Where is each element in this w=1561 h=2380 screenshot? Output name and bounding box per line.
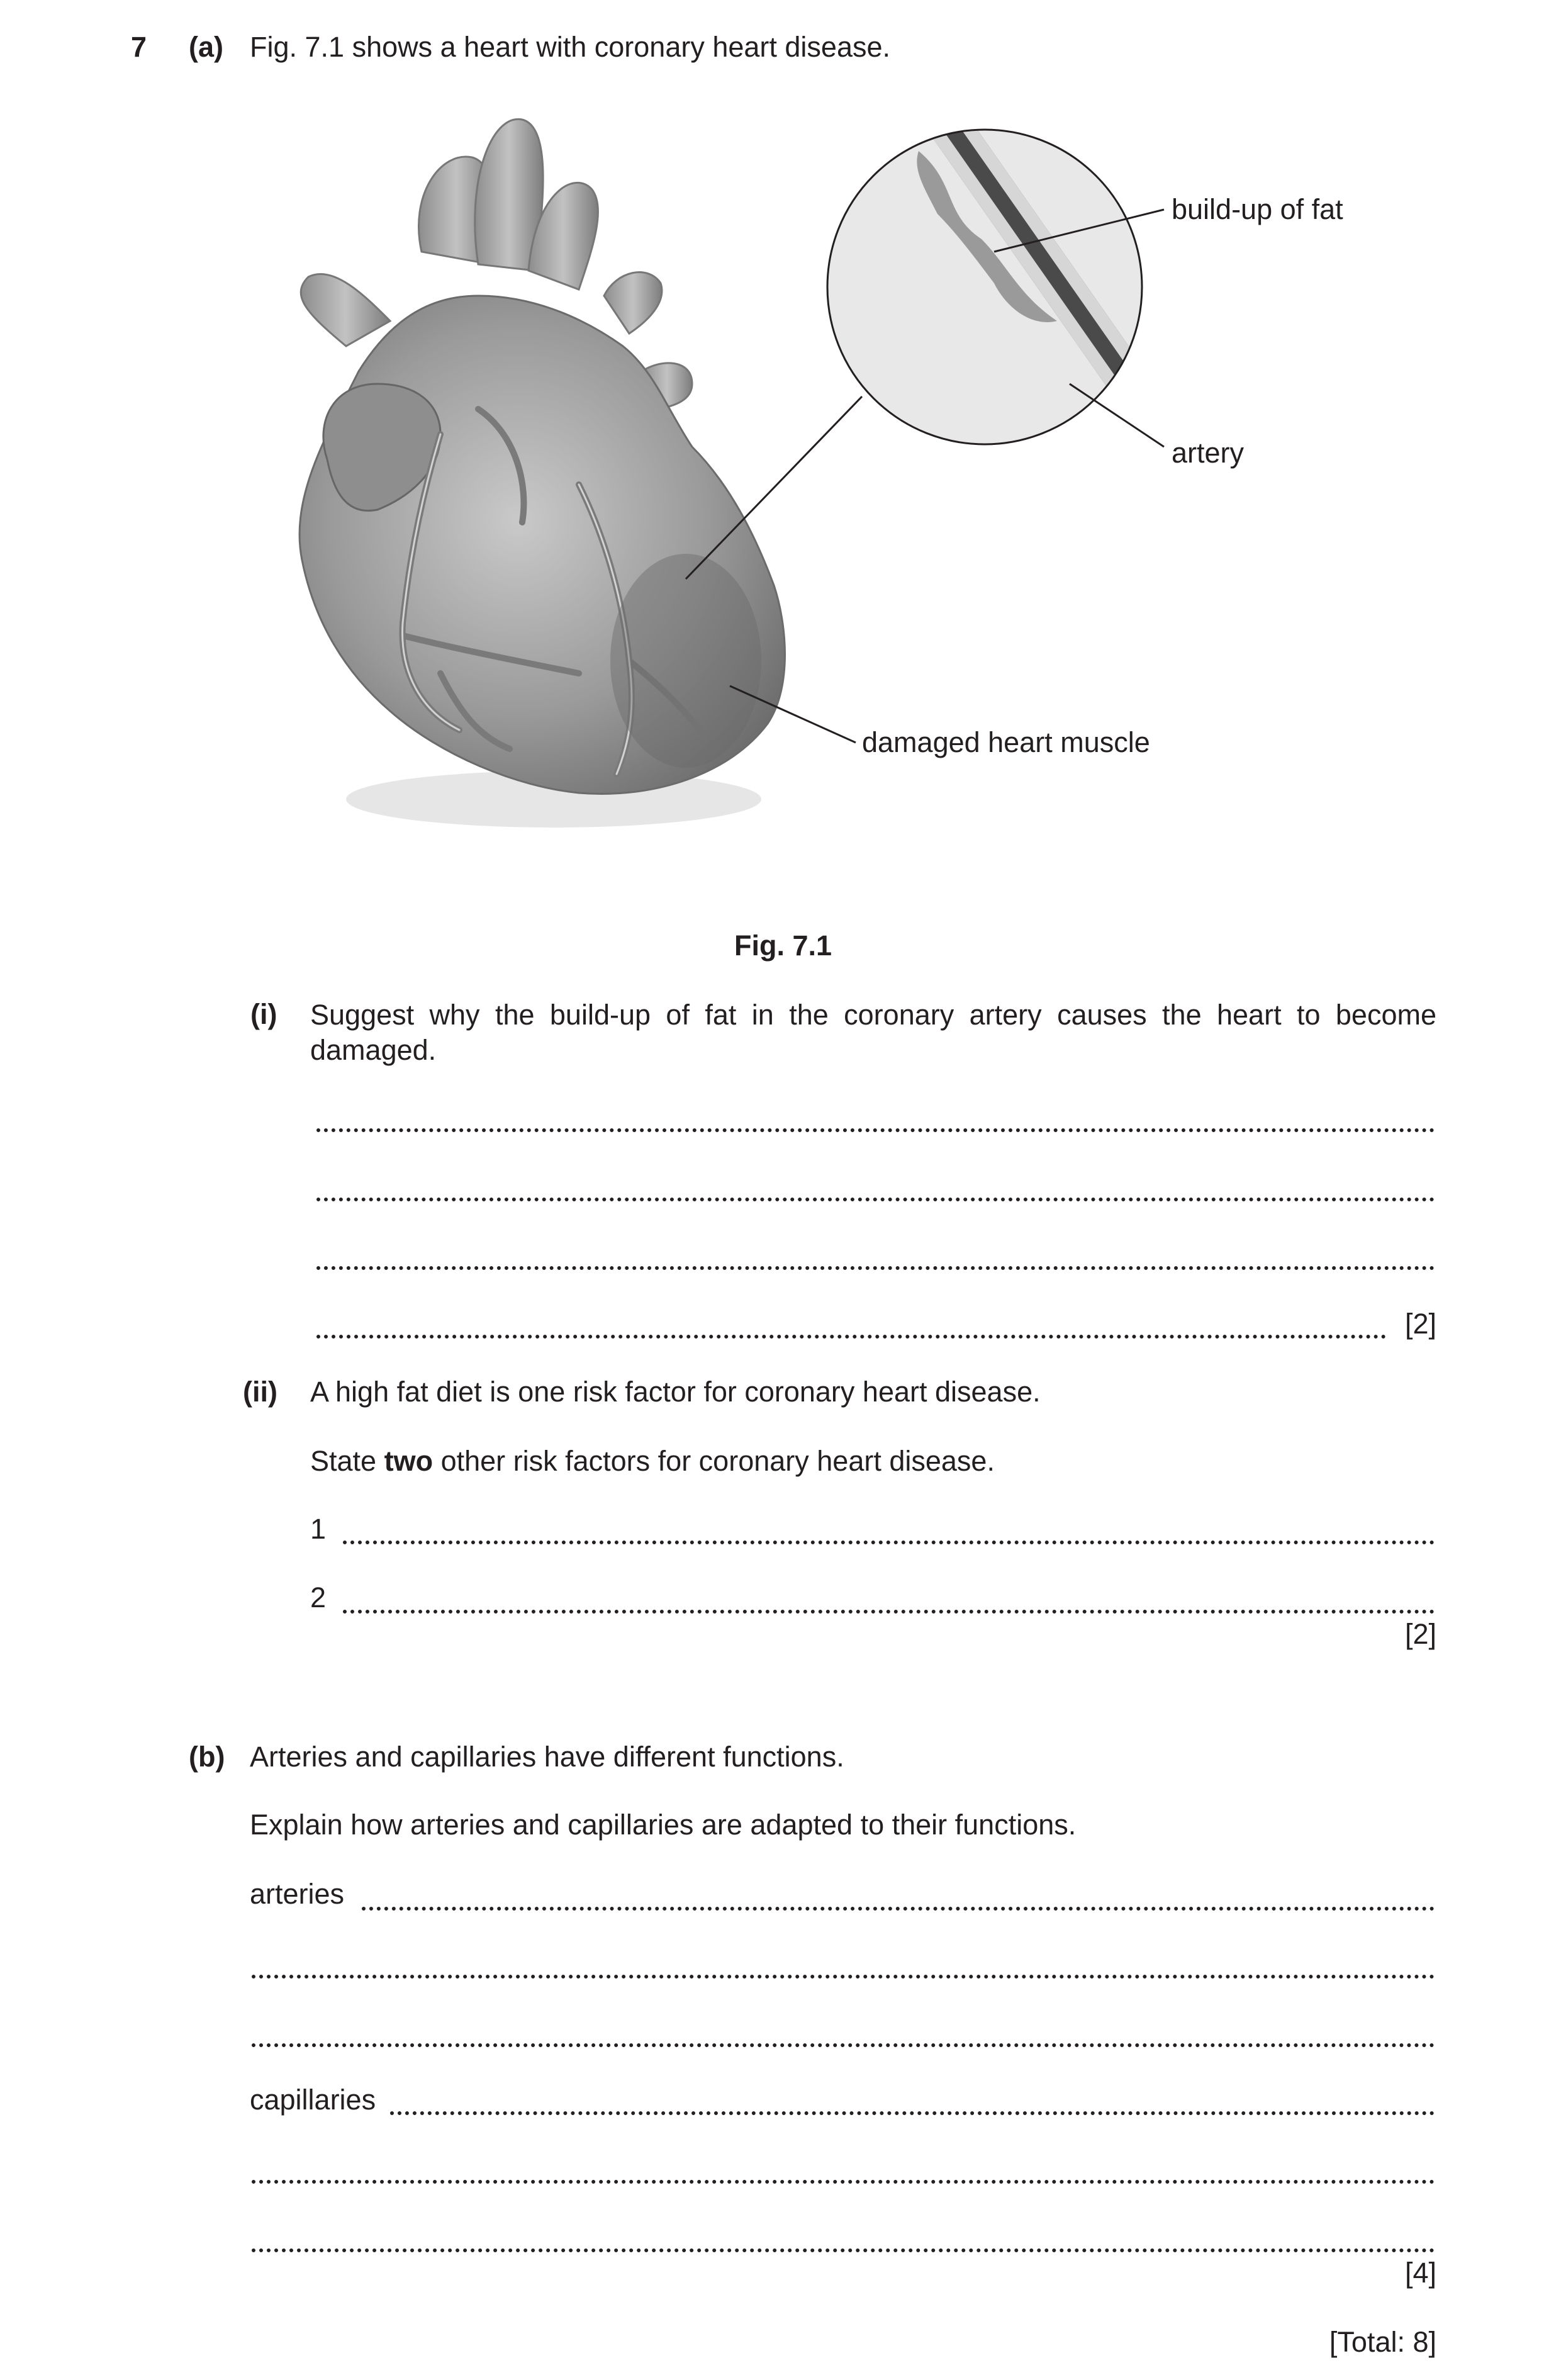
heart-figure [252,107,1384,887]
answer-line-capillaries-3[interactable] [252,2248,1435,2252]
part-a-i-label: (i) [250,998,277,1030]
marks-b: [4] [1404,2257,1436,2289]
part-b-text1: Arteries and capillaries have different functions. [250,1741,844,1773]
arteries-label: arteries [250,1878,345,1910]
part-a-ii-text1: A high fat diet is one risk factor for coronary heart disease. [310,1376,1041,1408]
part-a-ii-label: (ii) [243,1376,277,1408]
damaged-muscle-area [610,554,761,768]
label-build-up-of-fat: build-up of fat [1172,193,1343,225]
figure-caption: Fig. 7.1 [734,929,832,962]
answer-line-risk-2[interactable] [343,1610,1435,1614]
risk-factor-number-1: 1 [310,1513,327,1545]
answer-line-arteries-2[interactable] [252,1975,1435,1979]
part-b-label: (b) [189,1741,225,1773]
answer-line-a-i-1[interactable] [316,1128,1435,1132]
part-a-label: (a) [189,31,223,63]
total-marks: [Total: 8] [1329,2326,1436,2358]
risk-factor-number-2: 2 [310,1581,327,1614]
marks-a-i: [2] [1404,1308,1436,1340]
label-artery: artery [1172,437,1245,469]
part-a-intro: Fig. 7.1 shows a heart with coronary heart disease. [250,31,891,63]
marks-a-ii: [2] [1404,1618,1436,1650]
part-a-ii-text2: State two other risk factors for coronary heart disease. [310,1445,995,1477]
question-number: 7 [131,31,147,63]
answer-line-a-i-4[interactable] [316,1335,1386,1339]
answer-line-arteries-3[interactable] [252,2043,1435,2047]
answer-line-capillaries-1[interactable] [390,2111,1435,2115]
answer-line-a-i-2[interactable] [316,1198,1435,1201]
answer-line-arteries-1[interactable] [362,1907,1435,1911]
capillaries-label: capillaries [250,2084,376,2116]
answer-line-a-i-3[interactable] [316,1266,1435,1270]
magnified-artery [818,107,1208,459]
part-a-i-text: Suggest why the build-up of fat in the coronary artery causes the heart to become damaged. [310,999,1436,1066]
answer-line-risk-1[interactable] [343,1541,1435,1544]
label-damaged-heart-muscle: damaged heart muscle [862,726,1150,758]
part-b-text2: Explain how arteries and capillaries are adapted to their functions. [250,1809,1077,1841]
answer-line-capillaries-2[interactable] [252,2180,1435,2184]
